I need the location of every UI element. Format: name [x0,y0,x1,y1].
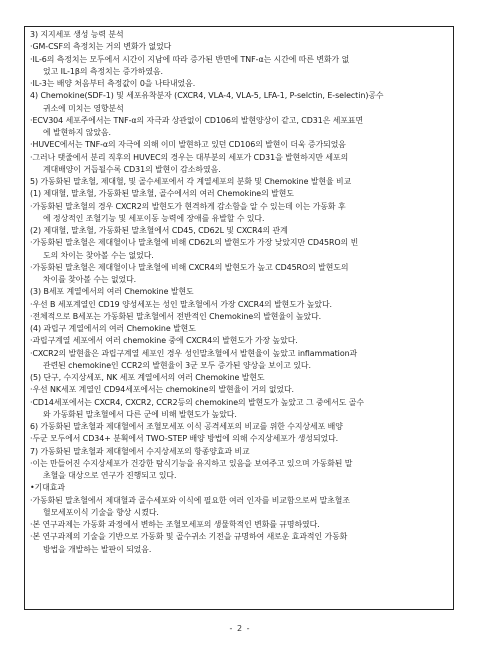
text-line: 6) 가동화된 말초혈과 제대혈에서 조혈모세포 이식 공격세포의 비교를 위한 수지상세포 배양 [30,422,343,431]
text-line: ·CD14세포에서는 CXCR4, CXCR2, CCR2등의 chemokine의 발현도가 높았고 그 중에서도 골수 [30,397,364,407]
text-line: ·전체적으로 B세포는 가동화된 말초혈에서 전반적인 Chemokine의 발현율이 높았다. [30,311,322,321]
text-line: ·ECV304 세포주에서는 TNF-α의 자극과 상관없이 CD106의 발현양상이 같고, CD31은 세포표면 [30,115,364,125]
text-line: ·IL-3는 배양 처음부터 측정값이 0을 나타내었음. [30,79,196,88]
text-line: 차이를 찾아볼 수는 없었다. [43,275,137,284]
content-box [24,26,454,610]
text-line: ·가동화된 말초혈의 경우 CXCR2의 발현도가 현격하게 감소함을 알 수 있는데 이는 가동화 후 [30,201,346,211]
text-line: ·이는 만들어진 수지상세포가 건강한 탐식기능을 유지하고 있음을 보여주고 있으며 가동화된 말 [30,458,353,468]
text-line: (2) 제대혈, 말초혈, 가동화된 말초혈에서 CD45, CD62L 및 CXCR4의 관계 [30,226,288,235]
text-line: ·가동화된 말초혈에서 제대혈과 골수세포와 이식에 필요한 여러 인자를 비교함으로써 말초혈조 [30,495,350,505]
text-line: 도의 차이는 찾아볼 수는 없었다. [43,250,154,260]
text-line: (4) 과립구 계열에서의 여러 Chemokine 발현도 [30,324,196,333]
text-line: •기대효과 [30,483,65,493]
text-line: ·우선 B 세포계열인 CD19 양성세포는 성인 말초혈에서 가장 CXCR4의 발현도가 높았다. [30,299,332,309]
text-line: ·과립구계열 세포에서 여러 chemokine 중에 CXCR4의 발현도가 가장 높았다. [30,336,298,346]
text-line: 에 발현하지 않았음. [43,128,111,137]
text-line: ·HUVEC에서는 TNF-α의 자극에 의해 이미 발현하고 있던 CD106의 발현이 더욱 증가되었음 [30,140,346,150]
text-line: (3) B세포 계열에서의 여러 Chemokine 발현도 [30,287,194,297]
text-line: ·본 연구과제의 기술을 기반으로 가동화 및 골수귀소 기전을 규명하여 새로운 효과적인 가동화 [30,532,348,542]
text-line: ·우선 NK세포 계열인 CD94세포에서는 chemokine의 발현율이 거의 없었다. [30,385,294,395]
text-line: ·CXCR2의 발현율은 과립구계열 세포인 경우 성인말초혈에서 발현율이 높았고 inflammation과 [30,348,358,358]
text-line: ·가동화된 말초혈은 제대혈이나 말초혈에 비해 CD62L의 발현도가 가장 낮았지만 CD45RO의 빈 [30,238,359,248]
text-line: ·두군 모두에서 CD34+ 분획에서 TWO-STEP 배양 방법에 의해 수지상세포가 생성되었다. [30,434,339,444]
text-line: 4) Chemokine(SDF-1) 및 세포유착분자 (CXCR4, VLA-4, VLA-5, LFA-1, P-selctin, E-selectin)공수 [30,91,384,101]
text-line: ·가동화된 말초혈은 제대혈이나 말초혈에 비해 CXCR4의 발현도가 높고 CD45RO의 발현도의 [30,262,349,272]
text-line: 계대배양이 거듭될수록 CD31의 발현이 감소하였음. [43,164,221,174]
text-line: 귀소에 미치는 영향분석 [43,103,124,113]
text-line: ·본 연구과제는 가동화 과정에서 변하는 조혈모세포의 생물학적인 변화를 규명하였다. [30,520,320,529]
text-line: 방법을 개발하는 발판이 되었음. [43,544,152,554]
text-line: 7) 가동화된 말초혈과 제대혈에서 수지상세포의 항종양효과 비교 [30,446,250,456]
text-line: 5) 가동화된 말초혈, 제대혈, 및 골수세포에서 각 계열세포의 분화 및 Chemokine 발현율 비교 [30,177,352,186]
text-line: 와 가동화된 말초혈에서 다른 군에 비해 발현도가 높았다. [43,409,237,419]
text-line: ·그러나 탯줄에서 분리 직후의 HUVEC의 경우는 대부분의 세포가 CD31을 발현하지만 세포의 [30,152,349,162]
text-line: 에 정상적인 조혈기능 및 세포이동 능력에 장애를 유발할 수 있다. [43,213,265,223]
text-line: 초혈을 대상으로 연구가 진행되고 있다. [43,471,177,480]
text-line: (1) 제대혈, 말초혈, 가동화된 말초혈, 골수에서의 여러 Chemokine의 발현도 [30,189,294,199]
text-line: 관련된 chemokine인 CCR2의 발현율이 3군 모두 증가된 양상을 보이고 있다. [43,360,311,370]
text-line: 혈모세포이식 기술을 향상 시켰다. [43,507,159,517]
text-line: ·IL-6의 측정치는 모두에서 시간이 지남에 따라 증가된 반면에 TNF-α는 시간에 따른 변화가 없 [30,54,350,64]
page-number: - 2 - [229,624,251,633]
text-line: 었고 IL-1β의 측정치는 증가하였음. [43,66,163,76]
text-line: 3) 지지세포 생성 능력 분석 [30,30,124,39]
text-body [30,29,450,556]
text-line: ·GM-CSF의 측정치는 거의 변화가 없었다 [30,42,172,52]
text-line: (5) 단구, 수지상세포, NK 세포 계열에서의 여러 Chemokine 발현도 [30,373,265,382]
